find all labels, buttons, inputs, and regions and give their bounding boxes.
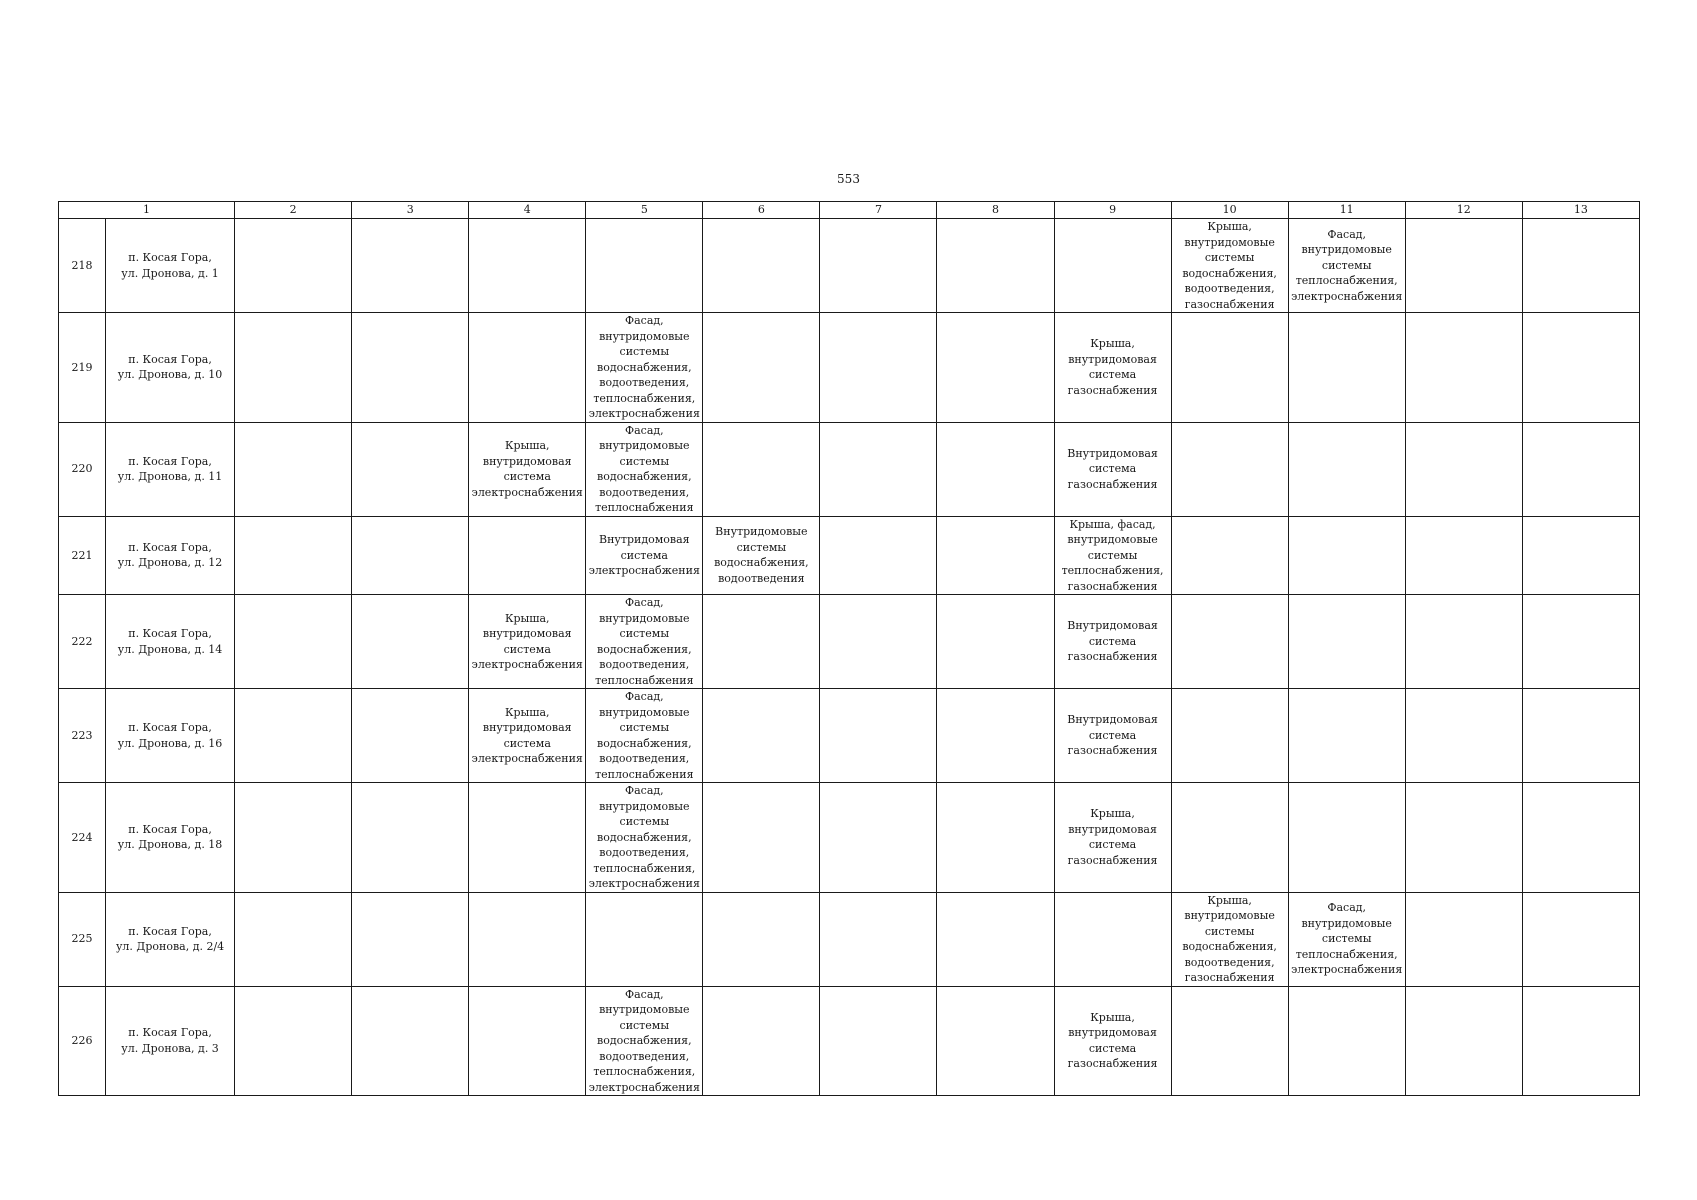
address-cell: п. Косая Гора, ул. Дронова, д. 10 (106, 313, 235, 423)
row-number: 225 (59, 892, 106, 986)
work-cell-col-6 (703, 783, 820, 893)
work-cell-col-11 (1288, 689, 1405, 783)
work-cell-col-8 (937, 892, 1054, 986)
work-cell-col-9: Крыша, внутридомовая система газоснабжения (1054, 313, 1171, 423)
work-cell-col-13 (1522, 219, 1639, 313)
work-cell-col-2 (235, 516, 352, 595)
row-number: 226 (59, 986, 106, 1096)
address-cell: п. Косая Гора, ул. Дронова, д. 16 (106, 689, 235, 783)
work-cell-col-5 (586, 219, 703, 313)
table-row (59, 689, 1640, 783)
work-cell-col-4: Крыша, внутридомовая система электроснабжения (469, 595, 586, 689)
work-cell-col-6 (703, 422, 820, 516)
column-number-13: 13 (1522, 202, 1639, 219)
work-cell-col-2 (235, 689, 352, 783)
work-cell-col-6 (703, 892, 820, 986)
work-cell-col-10 (1171, 986, 1288, 1096)
work-cell-col-8 (937, 689, 1054, 783)
row-number: 220 (59, 422, 106, 516)
column-number-12: 12 (1405, 202, 1522, 219)
work-cell-col-13 (1522, 986, 1639, 1096)
work-cell-col-2 (235, 219, 352, 313)
work-cell-col-5: Фасад, внутридомовые системы водоснабжения, водоотведения, теплоснабжения (586, 422, 703, 516)
work-cell-col-10 (1171, 516, 1288, 595)
work-cell-col-11 (1288, 422, 1405, 516)
work-cell-col-4: Крыша, внутридомовая система электроснабжения (469, 689, 586, 783)
work-cell-col-8 (937, 595, 1054, 689)
column-number-8: 8 (937, 202, 1054, 219)
work-cell-col-6 (703, 219, 820, 313)
table-row (59, 595, 1640, 689)
address-cell: п. Косая Гора, ул. Дронова, д. 1 (106, 219, 235, 313)
work-cell-col-8 (937, 422, 1054, 516)
work-cell-col-6 (703, 313, 820, 423)
work-cell-col-13 (1522, 689, 1639, 783)
work-cell-col-11 (1288, 595, 1405, 689)
work-cell-col-9: Внутридомовая система газоснабжения (1054, 422, 1171, 516)
column-number-3: 3 (352, 202, 469, 219)
work-cell-col-11: Фасад, внутридомовые системы теплоснабжения, электроснабжения (1288, 892, 1405, 986)
work-cell-col-4 (469, 783, 586, 893)
work-cell-col-3 (352, 313, 469, 423)
work-cell-col-4 (469, 219, 586, 313)
work-cell-col-13 (1522, 892, 1639, 986)
work-cell-col-7 (820, 422, 937, 516)
column-number-4: 4 (469, 202, 586, 219)
work-cell-col-13 (1522, 783, 1639, 893)
column-number-5: 5 (586, 202, 703, 219)
column-number-row (59, 202, 1640, 219)
table-row (59, 892, 1640, 986)
work-cell-col-2 (235, 892, 352, 986)
address-cell: п. Косая Гора, ул. Дронова, д. 18 (106, 783, 235, 893)
work-cell-col-2 (235, 783, 352, 893)
table-row (59, 783, 1640, 893)
work-cell-col-2 (235, 595, 352, 689)
work-cell-col-5 (586, 892, 703, 986)
work-cell-col-12 (1405, 986, 1522, 1096)
table-row (59, 516, 1640, 595)
address-cell: п. Косая Гора, ул. Дронова, д. 2/4 (106, 892, 235, 986)
work-cell-col-3 (352, 689, 469, 783)
column-number-1: 1 (59, 202, 235, 219)
row-number: 222 (59, 595, 106, 689)
work-cell-col-9: Крыша, фасад, внутридомовые системы теплоснабжения, газоснабжения (1054, 516, 1171, 595)
work-cell-col-3 (352, 783, 469, 893)
work-cell-col-11 (1288, 783, 1405, 893)
work-cell-col-12 (1405, 892, 1522, 986)
address-cell: п. Косая Гора, ул. Дронова, д. 12 (106, 516, 235, 595)
work-cell-col-10 (1171, 689, 1288, 783)
work-cell-col-11 (1288, 516, 1405, 595)
work-cell-col-3 (352, 219, 469, 313)
column-number-10: 10 (1171, 202, 1288, 219)
work-cell-col-6 (703, 595, 820, 689)
work-cell-col-3 (352, 595, 469, 689)
page-number: 553 (837, 172, 860, 186)
work-cell-col-13 (1522, 313, 1639, 423)
table-row (59, 422, 1640, 516)
work-cell-col-11: Фасад, внутридомовые системы теплоснабжения, электроснабжения (1288, 219, 1405, 313)
work-cell-col-5: Фасад, внутридомовые системы водоснабжения, водоотведения, теплоснабжения, электроснабжения (586, 313, 703, 423)
work-cell-col-7 (820, 595, 937, 689)
work-cell-col-9: Внутридомовая система газоснабжения (1054, 595, 1171, 689)
work-cell-col-7 (820, 313, 937, 423)
address-cell: п. Косая Гора, ул. Дронова, д. 11 (106, 422, 235, 516)
work-cell-col-2 (235, 986, 352, 1096)
work-cell-col-3 (352, 422, 469, 516)
work-cell-col-6: Внутридомовые системы водоснабжения, водоотведения (703, 516, 820, 595)
row-number: 219 (59, 313, 106, 423)
work-cell-col-3 (352, 892, 469, 986)
work-cell-col-11 (1288, 986, 1405, 1096)
work-cell-col-2 (235, 313, 352, 423)
work-cell-col-10: Крыша, внутридомовые системы водоснабжения, водоотведения, газоснабжения (1171, 219, 1288, 313)
work-cell-col-12 (1405, 422, 1522, 516)
work-cell-col-7 (820, 689, 937, 783)
row-number: 218 (59, 219, 106, 313)
work-cell-col-8 (937, 516, 1054, 595)
work-cell-col-8 (937, 986, 1054, 1096)
work-cell-col-12 (1405, 313, 1522, 423)
table-row (59, 219, 1640, 313)
work-cell-col-10 (1171, 422, 1288, 516)
work-cell-col-7 (820, 516, 937, 595)
work-cell-col-11 (1288, 313, 1405, 423)
address-cell: п. Косая Гора, ул. Дронова, д. 14 (106, 595, 235, 689)
work-cell-col-13 (1522, 595, 1639, 689)
work-cell-col-8 (937, 313, 1054, 423)
work-cell-col-12 (1405, 219, 1522, 313)
column-number-6: 6 (703, 202, 820, 219)
work-cell-col-5: Фасад, внутридомовые системы водоснабжения, водоотведения, теплоснабжения, электроснабжения (586, 783, 703, 893)
work-cell-col-5: Фасад, внутридомовые системы водоснабжения, водоотведения, теплоснабжения (586, 689, 703, 783)
work-cell-col-9 (1054, 219, 1171, 313)
work-cell-col-13 (1522, 422, 1639, 516)
work-cell-col-7 (820, 892, 937, 986)
work-cell-col-6 (703, 689, 820, 783)
work-cell-col-5: Внутридомовая система электроснабжения (586, 516, 703, 595)
work-cell-col-9: Крыша, внутридомовая система газоснабжения (1054, 783, 1171, 893)
work-cell-col-3 (352, 516, 469, 595)
work-cell-col-12 (1405, 689, 1522, 783)
work-cell-col-7 (820, 219, 937, 313)
table-row (59, 313, 1640, 423)
work-cell-col-12 (1405, 595, 1522, 689)
work-cell-col-10 (1171, 783, 1288, 893)
work-cell-col-5: Фасад, внутридомовые системы водоснабжения, водоотведения, теплоснабжения (586, 595, 703, 689)
repair-plan-table (58, 201, 1640, 1096)
work-cell-col-10 (1171, 595, 1288, 689)
work-cell-col-7 (820, 986, 937, 1096)
row-number: 223 (59, 689, 106, 783)
address-cell: п. Косая Гора, ул. Дронова, д. 3 (106, 986, 235, 1096)
work-cell-col-4 (469, 313, 586, 423)
work-cell-col-4 (469, 516, 586, 595)
work-cell-col-4 (469, 986, 586, 1096)
work-cell-col-12 (1405, 783, 1522, 893)
work-cell-col-9: Крыша, внутридомовая система газоснабжения (1054, 986, 1171, 1096)
work-cell-col-13 (1522, 516, 1639, 595)
work-cell-col-4: Крыша, внутридомовая система электроснабжения (469, 422, 586, 516)
column-number-2: 2 (235, 202, 352, 219)
work-cell-col-8 (937, 219, 1054, 313)
work-cell-col-5: Фасад, внутридомовые системы водоснабжения, водоотведения, теплоснабжения, электроснабжения (586, 986, 703, 1096)
work-cell-col-6 (703, 986, 820, 1096)
table-row (59, 986, 1640, 1096)
work-cell-col-2 (235, 422, 352, 516)
column-number-9: 9 (1054, 202, 1171, 219)
work-cell-col-7 (820, 783, 937, 893)
column-number-7: 7 (820, 202, 937, 219)
work-cell-col-3 (352, 986, 469, 1096)
work-cell-col-10: Крыша, внутридомовые системы водоснабжения, водоотведения, газоснабжения (1171, 892, 1288, 986)
row-number: 224 (59, 783, 106, 893)
work-cell-col-4 (469, 892, 586, 986)
work-cell-col-12 (1405, 516, 1522, 595)
work-cell-col-10 (1171, 313, 1288, 423)
column-number-11: 11 (1288, 202, 1405, 219)
work-cell-col-9: Внутридомовая система газоснабжения (1054, 689, 1171, 783)
row-number: 221 (59, 516, 106, 595)
work-cell-col-9 (1054, 892, 1171, 986)
work-cell-col-8 (937, 783, 1054, 893)
